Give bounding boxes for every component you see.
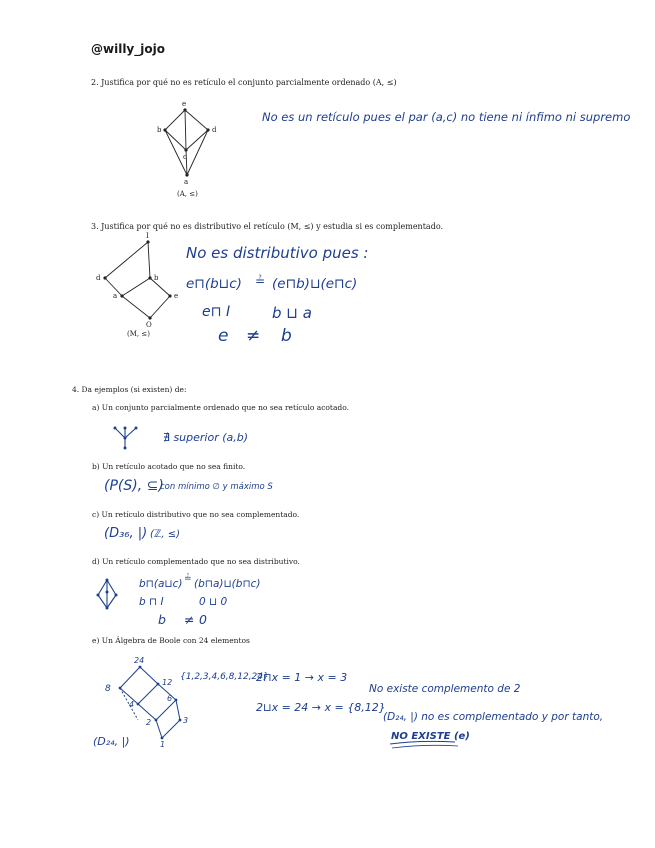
q4d-statement: d) Un retículo complementado que no sea distributivo. <box>92 557 300 566</box>
q3-line1-mid: ≟ <box>255 274 266 288</box>
q2-node-label: b <box>157 126 162 134</box>
q4d-line3-mid: ≠ <box>184 612 195 627</box>
q3-node-label: I <box>146 232 149 240</box>
q2-node-label: d <box>212 126 217 134</box>
q4e-label: 3 <box>183 716 189 725</box>
q3-line2-right: b ⊔ a <box>272 304 312 322</box>
q2-node-label: a <box>184 178 189 186</box>
q4d-line3-left: b <box>158 612 166 627</box>
q4a-answer: ∄ superior (a,b) <box>163 431 249 444</box>
q3-node-label: b <box>154 274 159 282</box>
q4e-label: 6 <box>167 694 173 703</box>
q4e-note1: No existe complemento de 2 <box>369 683 521 695</box>
q2-node-label: e <box>182 100 187 108</box>
q4b-statement: b) Un retículo acotado que no sea finito. <box>92 462 246 471</box>
q2-node-label: c <box>183 153 187 161</box>
q3-answer-title: No es distributivo pues : <box>186 244 369 262</box>
q4e-label: 2 <box>146 718 152 727</box>
q4d-line1-mid: ≟ <box>184 574 192 584</box>
q4e-label: 12 <box>162 678 173 687</box>
q4d-line1-left: b⊓(a⊔c) <box>139 578 183 590</box>
q4e-label: 24 <box>134 656 145 665</box>
q3-line1-left: e⊓(b⊔c) <box>186 276 242 292</box>
q4b-answer-main: (P(S), ⊆) <box>104 478 164 494</box>
q4e-note2: (D₂₄, |) no es complementado y por tanto, <box>383 711 604 723</box>
q4d-line2-right: 0 ⊔ 0 <box>199 596 228 608</box>
question-3-statement: 3. Justifica por qué no es distributivo el retículo (M, ≤) y estudia si es complementado. <box>91 222 444 231</box>
q4e-eq2: 2⊔x = 24 → x = {8,12} <box>256 701 386 714</box>
q4c-answer-note: (ℤ, ≤) <box>150 529 180 540</box>
q4e-set-label: {1,2,3,4,6,8,12,24} <box>180 672 269 682</box>
q3-node-label: d <box>96 274 101 282</box>
q4e-conclusion: NO EXISTE (e) <box>391 731 470 742</box>
q3-node-label: e <box>174 292 179 300</box>
q4d-line3-right: 0 <box>199 612 207 627</box>
q4c-answer-main: (D₃₆, |) <box>104 526 148 541</box>
q4e-label: 4 <box>129 700 135 709</box>
q4e-label: 1 <box>160 740 166 749</box>
q3-line3-left: e <box>218 326 229 346</box>
q3-node-label: a <box>113 292 118 300</box>
q4e-label: 8 <box>105 684 111 694</box>
q2-handwritten-answer: No es un retículo pues el par (a,c) no tiene ni ínfimo ni supremo <box>262 110 631 124</box>
q4e-eq1: 2⊓x = 1 → x = 3 <box>256 671 348 684</box>
q4a-statement: a) Un conjunto parcialmente ordenado que no sea retículo acotado. <box>92 403 349 412</box>
q3-line3-mid: ≠ <box>246 326 261 346</box>
q4d-line1-right: (b⊓a)⊔(b⊓c) <box>194 578 261 590</box>
q4e-statement: e) Un Álgebra de Boole con 24 elementos <box>92 636 250 645</box>
q3-caption: (M, ≤) <box>127 330 150 338</box>
q4c-statement: c) Un retículo distributivo que no sea complementado. <box>92 510 300 519</box>
q4e-bottom-label: (D₂₄, |) <box>93 735 130 748</box>
question-2-statement: 2. Justifica por qué no es retículo el conjunto parcialmente ordenado (A, ≤) <box>91 78 397 87</box>
q3-line3-right: b <box>281 326 292 346</box>
question-4-statement: 4. Da ejemplos (si existen) de: <box>72 385 187 394</box>
q3-line1-right: (e⊓b)⊔(e⊓c) <box>272 276 358 292</box>
q3-node-label: O <box>146 321 152 329</box>
q3-line2-left: e⊓ I <box>202 304 231 320</box>
q4d-line2-left: b ⊓ I <box>139 596 164 608</box>
author-handle: @willy_jojo <box>91 42 165 56</box>
q4b-answer-note: con mínimo ∅ y máximo S <box>160 482 273 492</box>
q2-caption: (A, ≤) <box>177 190 198 198</box>
